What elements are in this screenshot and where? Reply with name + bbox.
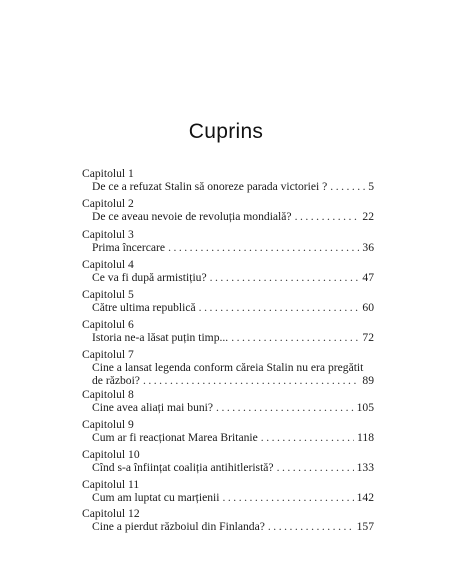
chapter-title: Prima încercare <box>92 241 166 254</box>
chapter-line <box>82 180 374 193</box>
chapter-label: Capitolul 11 <box>82 478 140 491</box>
toc-entry <box>82 228 374 254</box>
chapter-line <box>82 361 374 374</box>
leader-dots <box>199 301 360 314</box>
chapter-title: Istoria ne-a lăsat puțin timp... <box>92 331 229 344</box>
leader-dots <box>216 401 354 414</box>
page-number: 36 <box>362 241 374 254</box>
leader-dots <box>295 210 360 223</box>
chapter-line <box>82 271 374 284</box>
toc-entry <box>82 348 374 387</box>
leader-dots <box>277 461 354 474</box>
chapter-line <box>82 241 374 254</box>
toc-entry <box>82 318 374 344</box>
page-title: Cuprins <box>188 120 264 143</box>
toc-entry <box>82 478 374 504</box>
toc-entry <box>82 258 374 284</box>
toc-entry <box>82 507 374 533</box>
page-number: 5 <box>368 180 374 193</box>
page-number: 133 <box>356 461 374 474</box>
chapter-line <box>82 374 374 387</box>
page-number: 105 <box>356 401 374 414</box>
chapter-line <box>82 461 374 474</box>
leader-dots <box>143 374 359 387</box>
chapter-title: Cînd s-a înființat coaliția antihitleristă? <box>92 461 274 474</box>
toc-entry <box>82 418 374 444</box>
page-number: 89 <box>362 374 374 387</box>
toc-entry <box>82 197 374 223</box>
chapter-label: Capitolul 4 <box>82 258 134 271</box>
chapter-title-line2: de război? <box>92 374 140 387</box>
chapter-title: De ce a refuzat Stalin să onoreze parada victoriei ? <box>92 180 328 193</box>
toc-entry <box>82 448 374 474</box>
chapter-line <box>82 520 374 533</box>
leader-dots <box>261 431 354 444</box>
chapter-label: Capitolul 8 <box>82 388 134 401</box>
leader-dots <box>223 491 354 504</box>
page-number: 60 <box>362 301 374 314</box>
leader-dots <box>231 331 359 344</box>
chapter-label: Capitolul 9 <box>82 418 134 431</box>
leader-dots <box>168 241 359 254</box>
toc-entry <box>82 167 374 193</box>
page-number: 22 <box>362 210 374 223</box>
chapter-label: Capitolul 1 <box>82 167 134 180</box>
leader-dots <box>210 271 360 284</box>
chapter-title: Cine avea aliați mai buni? <box>92 401 214 414</box>
chapter-title-line1: Cine a lansat legenda conform căreia Stalin nu era pregătit <box>92 361 364 374</box>
chapter-label: Capitolul 7 <box>82 348 134 361</box>
chapter-title: De ce aveau nevoie de revoluția mondială? <box>92 210 292 223</box>
chapter-line <box>82 401 374 414</box>
chapter-label: Capitolul 12 <box>82 507 140 520</box>
chapter-label: Capitolul 5 <box>82 288 134 301</box>
chapter-line <box>82 210 374 223</box>
toc-entry <box>82 288 374 314</box>
chapter-title: Cine a pierdut războiul din Finlanda? <box>92 520 265 533</box>
page-number: 157 <box>356 520 374 533</box>
chapter-label: Capitolul 3 <box>82 228 134 241</box>
chapter-line <box>82 491 374 504</box>
chapter-line <box>82 301 374 314</box>
leader-dots <box>330 180 365 193</box>
page-number: 118 <box>357 431 374 444</box>
page-number: 47 <box>362 271 374 284</box>
page-number: 72 <box>362 331 374 344</box>
leader-dots <box>268 520 354 533</box>
chapter-title: Cum ar fi reacționat Marea Britanie <box>92 431 258 444</box>
chapter-label: Capitolul 6 <box>82 318 134 331</box>
chapter-line <box>82 331 374 344</box>
chapter-title: Cum am luptat cu marțienii <box>92 491 220 504</box>
chapter-label: Capitolul 2 <box>82 197 134 210</box>
chapter-line <box>82 431 374 444</box>
chapter-title: Ce va fi după armistițiu? <box>92 271 207 284</box>
toc-entry <box>82 388 374 414</box>
page-number: 142 <box>356 491 374 504</box>
chapter-label: Capitolul 10 <box>82 448 140 461</box>
chapter-title: Către ultima republică <box>92 301 196 314</box>
